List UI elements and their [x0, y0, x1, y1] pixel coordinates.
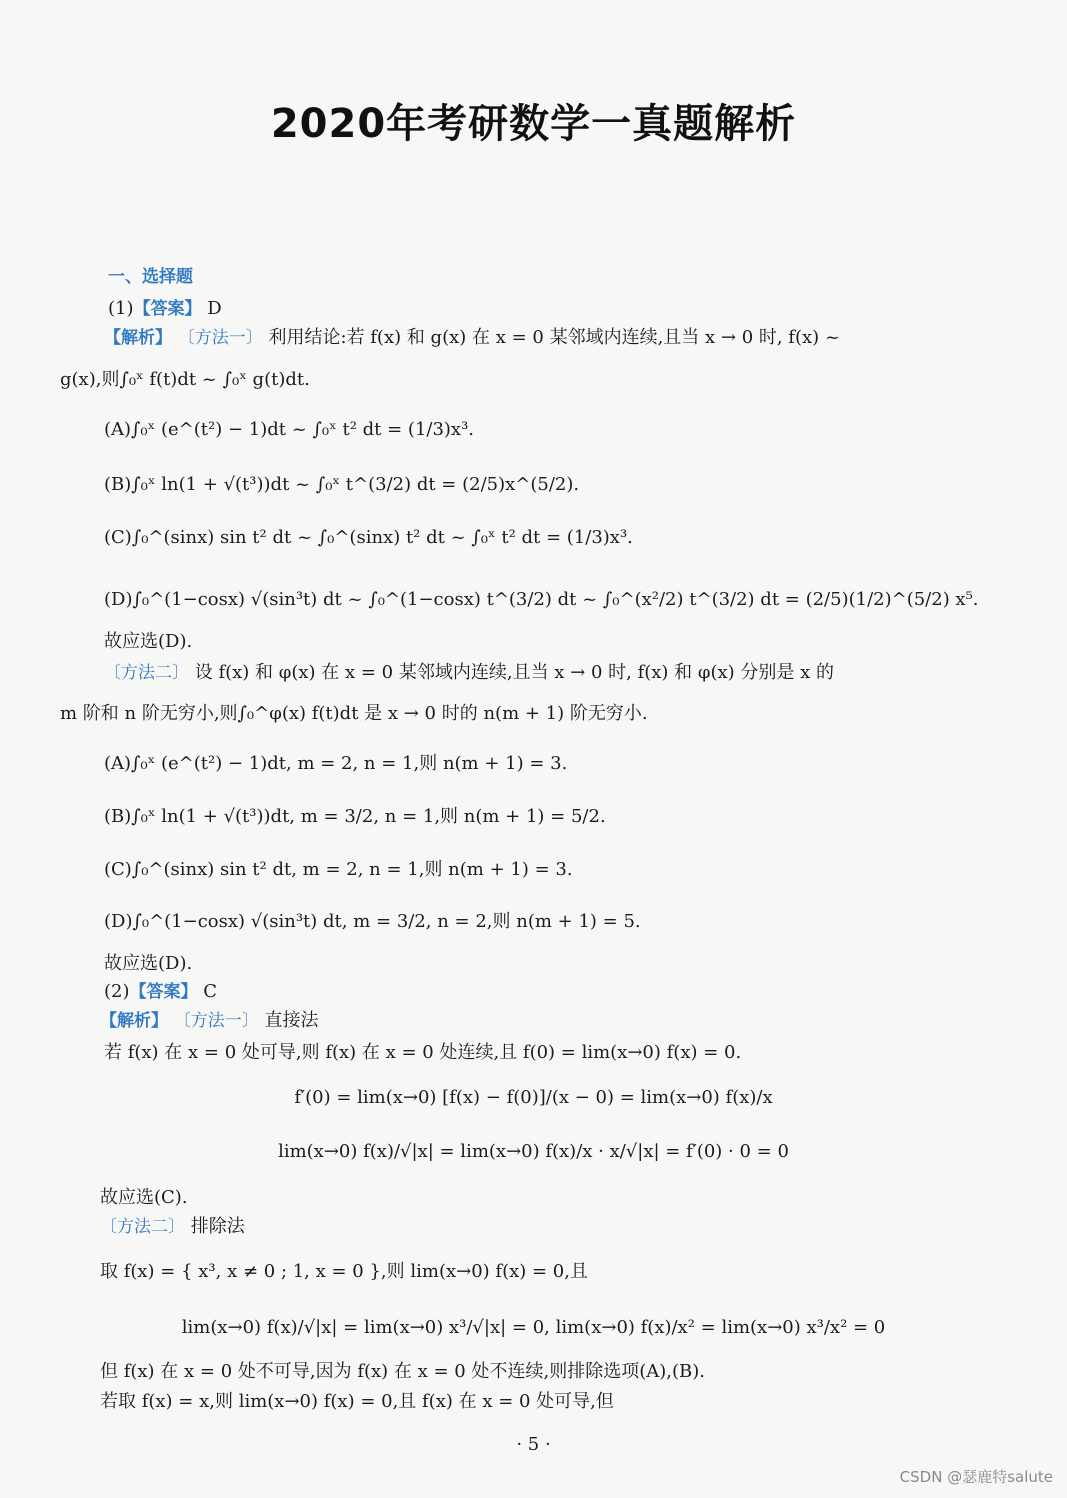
- q1-method2-tag: 〔方法二〕: [104, 663, 189, 683]
- q2-line-1: 若 f(x) 在 x = 0 处可导,则 f(x) 在 x = 0 处连续,且 f(0) = lim(x→0) f(x) = 0.: [104, 1042, 742, 1063]
- section-heading: 一、选择题: [108, 267, 193, 287]
- q2-line-last: 若取 f(x) = x,则 lim(x→0) f(x) = 0,且 f(x) 在 x = 0 处可导,但: [100, 1391, 614, 1412]
- q1-m2-option-c: (C)∫₀^(sinx) sin t² dt, m = 2, n = 1,则 n(m + 1) = 3.: [104, 859, 573, 880]
- q1-method1-tag: 〔方法一〕: [177, 328, 263, 348]
- watermark: CSDN @瑟鹿特salute: [899, 1468, 1053, 1486]
- q1-conclusion-2: 故应选(D).: [104, 953, 193, 974]
- q1-method1-line-a: [104, 326, 840, 350]
- q1-method1-text-a: 利用结论:若 f(x) 和 g(x) 在 x = 0 某邻域内连续,且当 x → 0 时, f(x) ~: [268, 327, 840, 348]
- q2-equation-2: lim(x→0) f(x)/√|x| = lim(x→0) f(x)/x · x/√|x| = f′(0) · 0 = 0: [278, 1141, 789, 1162]
- q2-analysis-tag: 【解析】: [100, 1011, 168, 1031]
- q2-method1-title: 直接法: [264, 1010, 319, 1031]
- q1-method2-line-b: m 阶和 n 阶无穷小,则∫₀^φ(x) f(t)dt 是 x → 0 时的 n(m + 1) 阶无穷小.: [60, 703, 648, 724]
- q1-m1-option-c: (C)∫₀^(sinx) sin t² dt ~ ∫₀^(sinx) t² dt ~ ∫₀ˣ t² dt = (1/3)x³.: [104, 527, 633, 548]
- page-number: · 5 ·: [516, 1434, 551, 1455]
- q1-method2-line-a: [104, 661, 834, 685]
- q2-take-line: 取 f(x) = { x³, x ≠ 0 ; 1, x = 0 },则 lim(x→0) f(x) = 0,且: [100, 1261, 588, 1282]
- q1-number: (1): [108, 298, 134, 319]
- q2-method2-title: 排除法: [190, 1216, 245, 1237]
- q2-line-but: 但 f(x) 在 x = 0 处不可导,因为 f(x) 在 x = 0 处不连续,则排除选项(A),(B).: [100, 1361, 705, 1382]
- q2-answer-line: [104, 980, 217, 1004]
- q1-m1-option-b: (B)∫₀ˣ ln(1 + √(t³))dt ~ ∫₀ˣ t^(3/2) dt = (2/5)x^(5/2).: [104, 474, 580, 495]
- q2-conclusion: 故应选(C).: [100, 1187, 188, 1208]
- q2-number: (2): [104, 981, 130, 1002]
- q1-m2-option-b: (B)∫₀ˣ ln(1 + √(t³))dt, m = 3/2, n = 1,则 n(m + 1) = 5/2.: [104, 806, 606, 827]
- q2-answer: C: [203, 981, 218, 1002]
- q2-method2-tag: 〔方法二〕: [100, 1217, 185, 1237]
- q1-answer-tag: 【答案】: [133, 299, 202, 319]
- page-title: 2020年考研数学一真题解析: [270, 101, 797, 147]
- q1-analysis-tag: 【解析】: [104, 328, 172, 348]
- q2-method1-tag: 〔方法一〕: [173, 1011, 259, 1031]
- q2-equation-3: lim(x→0) f(x)/√|x| = lim(x→0) x³/√|x| = 0, lim(x→0) f(x)/x² = lim(x→0) x³/x² = 0: [181, 1317, 886, 1338]
- q1-m1-option-d: (D)∫₀^(1−cosx) √(sin³t) dt ~ ∫₀^(1−cosx) t^(3/2) dt ~ ∫₀^(x²/2) t^(3/2) dt = (2/5)(1/2)^(5/2) x⁵.: [104, 589, 979, 610]
- q2-method2-heading: [100, 1215, 245, 1239]
- q2-equation-1: f′(0) = lim(x→0) [f(x) − f(0)]/(x − 0) = lim(x→0) f(x)/x: [294, 1087, 773, 1108]
- q1-conclusion-1: 故应选(D).: [104, 631, 193, 652]
- q1-method1-line-b: g(x),则∫₀ˣ f(t)dt ~ ∫₀ˣ g(t)dt.: [60, 369, 310, 390]
- q1-answer: D: [207, 298, 222, 319]
- q2-method1-heading: [100, 1009, 318, 1033]
- q1-m2-option-a: (A)∫₀ˣ (e^(t²) − 1)dt, m = 2, n = 1,则 n(m + 1) = 3.: [104, 753, 568, 774]
- q1-m1-option-a: (A)∫₀ˣ (e^(t²) − 1)dt ~ ∫₀ˣ t² dt = (1/3)x³.: [104, 419, 475, 440]
- q1-m2-option-d: (D)∫₀^(1−cosx) √(sin³t) dt, m = 3/2, n = 2,则 n(m + 1) = 5.: [104, 911, 641, 932]
- q2-answer-tag: 【答案】: [129, 982, 198, 1002]
- q1-answer-line: [108, 297, 222, 321]
- q1-method2-text-a: 设 f(x) 和 φ(x) 在 x = 0 某邻域内连续,且当 x → 0 时, f(x) 和 φ(x) 分别是 x 的: [194, 662, 835, 683]
